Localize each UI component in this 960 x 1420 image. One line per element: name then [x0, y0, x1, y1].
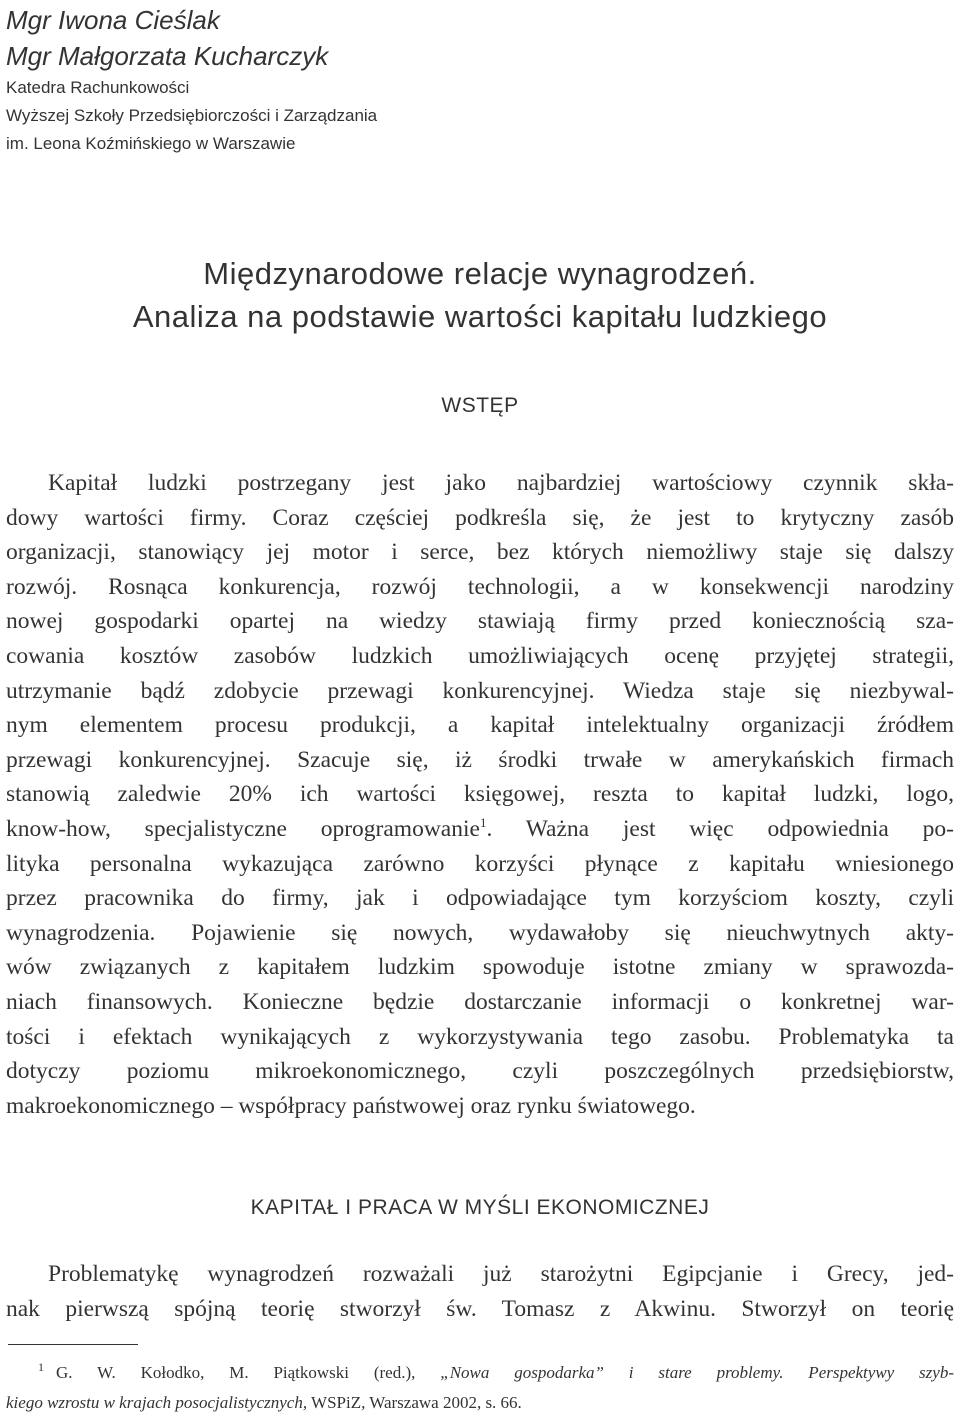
title-line: Analiza na podstawie wartości kapitału ludzkiego: [132, 299, 828, 334]
affiliation-line: Wyższej Szkoły Przedsiębiorczości i Zarządzania: [6, 106, 378, 125]
text-line: przez pracownika do firmy, jak i odpowiadające tym korzyściom koszty, czyli: [6, 885, 954, 912]
text-line: utrzymanie bądź zdobycie przewagi konkurencyjnej. Wiedza staje się niezbywal-: [6, 677, 954, 704]
text-line: tości i efektach wynikających z wykorzystywania tego zasobu. Problematyka ta: [6, 1023, 954, 1050]
text-line: przewagi konkurencyjnej. Szacuje się, iż środki trwałe w amerykańskich firmach: [6, 746, 954, 773]
footnote-title: kiego wzrostu w krajach posocjalistycznych,: [6, 1393, 308, 1412]
text-line: organizacji, stanowiący jej motor i serce, bez których niemożliwy staje się dalszy: [6, 539, 954, 566]
text-line: wynagrodzenia. Pojawienie się nowych, wydawałoby się nieuchwytnych akty-: [6, 919, 954, 946]
affiliation-line: Katedra Rachunkowości: [6, 78, 190, 97]
affiliation-line: im. Leona Koźmińskiego w Warszawie: [6, 134, 296, 153]
footnote-publisher: WSPiZ, Warszawa 2002, s. 66.: [307, 1393, 522, 1412]
text-line: wów związanych z kapitałem ludzkim spowoduje istotne zmiany w sprawozda-: [6, 954, 954, 981]
text-line: cowania kosztów zasobów ludzkich umożliwiających ocenę przyjętej strategii,: [6, 642, 954, 669]
author-name: Mgr Iwona Cieślak: [6, 5, 220, 35]
text-line: rozwój. Rosnąca konkurencja, rozwój technologii, a w konsekwencji narodziny: [6, 573, 954, 600]
text-line: [6, 812, 954, 847]
text-line: dotyczy poziomu mikroekonomicznego, czyli poszczególnych przedsiębiorstw,: [6, 1058, 954, 1085]
footnote-authors: G. W. Kołodko, M. Piątkowski (red.),: [56, 1363, 441, 1382]
text-line: niach finansowych. Konieczne będzie dostarczanie informacji o konkretnej war-: [6, 988, 954, 1015]
paper-title: [0, 252, 960, 338]
footnote-mark: 1: [38, 1360, 44, 1375]
text-line: nak pierwszą spójną teorię stworzył św. Tomasz z Akwinu. Stworzył on teorię: [6, 1295, 954, 1322]
text-line: makroekonomicznego – współpracy państwowej oraz rynku światowego.: [6, 1092, 696, 1119]
author-block: [6, 2, 377, 158]
text-line: dowy wartości firmy. Coraz częściej podkreśla się, że jest to krytyczny zasób: [6, 504, 954, 531]
text-line: Kapitał ludzki postrzegany jest jako najbardziej wartościowy czynnik skła-: [48, 470, 954, 496]
section-heading-capital: KAPITAŁ I PRACA W MYŚLI EKONOMICZNEJ: [250, 1196, 710, 1219]
text-line: nym elementem procesu produkcji, a kapitał intelektualny organizacji źródłem: [6, 712, 954, 739]
footnote-line: [6, 1388, 954, 1418]
text-line: nowej gospodarki opartej na wiedzy stawiają firmy przed koniecznością sza-: [6, 608, 954, 635]
text-segment: know-how, specjalistyczne oprogramowanie: [6, 815, 480, 842]
footnote-reference[interactable]: 1: [479, 815, 487, 831]
text-segment: . Ważna jest więc odpowiednia po-: [486, 815, 954, 842]
section-heading-intro: WSTĘP: [441, 394, 519, 417]
footnote-line: [6, 1358, 954, 1388]
intro-paragraph: [6, 466, 954, 1123]
footnote-title: „Nowa gospodarka” i stare problemy. Perspektywy szyb-: [440, 1363, 954, 1382]
text-line: Problematykę wynagrodzeń rozważali już starożytni Egipcjanie i Grecy, jed-: [48, 1261, 954, 1287]
title-line: Międzynarodowe relacje wynagrodzeń.: [203, 256, 757, 291]
author-name: Mgr Małgorzata Kucharczyk: [6, 41, 329, 71]
text-line: stanowią zaledwie 20% ich wartości księgowej, reszta to kapitał ludzki, logo,: [6, 781, 954, 808]
footnote: [6, 1358, 954, 1418]
footnote-divider: [8, 1344, 138, 1345]
capital-paragraph: [6, 1257, 954, 1326]
text-line: lityka personalna wykazująca zarówno korzyści płynące z kapitału wniesionego: [6, 850, 954, 877]
